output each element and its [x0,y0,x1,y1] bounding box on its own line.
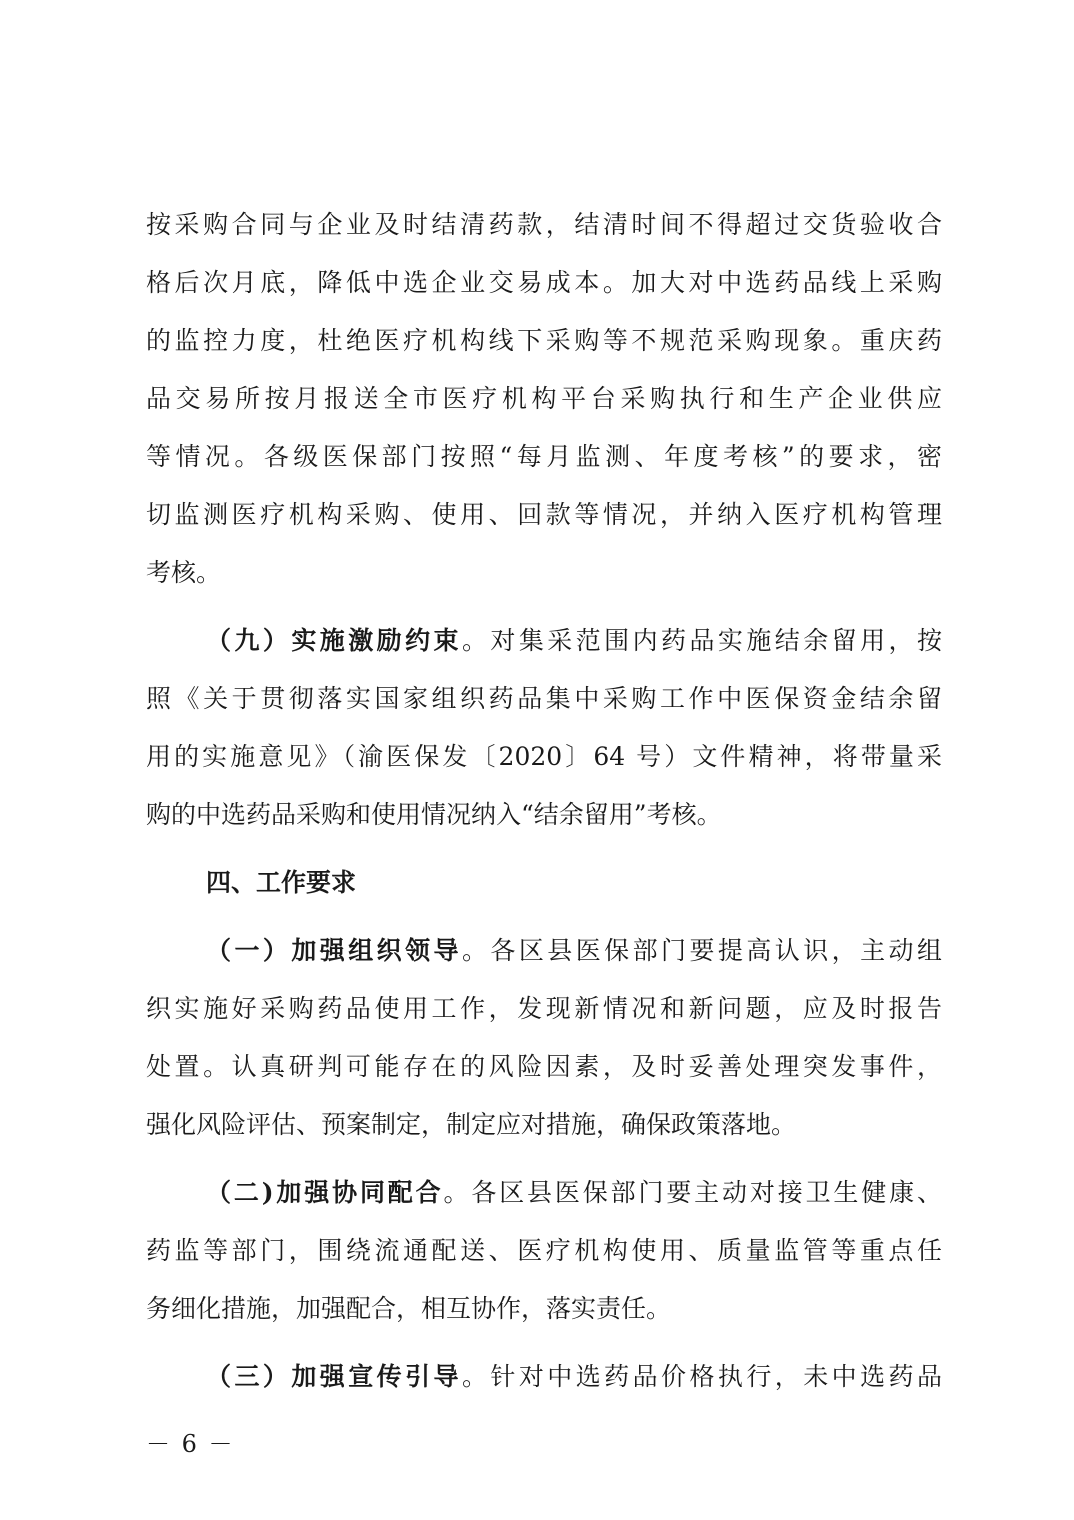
document-body [146,196,942,1406]
paragraph-lead-title: （二)加强协同配合 [206,1178,444,1207]
section-heading: 四、工作要求 [206,868,357,897]
paragraph-lead-text: 。各区县医保部门要提高认识，主动组 [461,936,942,965]
body-line: 按采购合同与企业及时结清药款，结清时间不得超过交货验收合 [146,210,942,239]
body-line: 的监控力度，杜绝医疗机构线下采购等不规范采购现象。重庆药 [146,326,942,355]
paragraph-lead-text: 。对集采范围内药品实施结余留用，按 [461,626,942,655]
body-line: 药监等部门，围绕流通配送、医疗机构使用、质量监管等重点任 [146,1236,942,1265]
body-line: 照《关于贯彻落实国家组织药品集中采购工作中医保资金结余留 [146,684,942,713]
paragraph-lead-line [146,1164,942,1222]
body-line: 切监测医疗机构采购、使用、回款等情况，并纳入医疗机构管理 [146,500,942,529]
paragraph-lead-text: 。各区县医保部门要主动对接卫生健康、 [443,1178,942,1207]
body-line: 考核。 [146,558,222,587]
body-line: 等情况。各级医保部门按照“每月监测、年度考核”的要求，密 [146,442,942,471]
body-line: 格后次月底，降低中选企业交易成本。加大对中选药品线上采购 [146,268,942,297]
body-line: 务细化措施，加强配合，相互协作，落实责任。 [146,1294,672,1323]
body-line: 用的实施意见》（渝医保发〔2020〕64 号）文件精神，将带量采 [146,742,942,771]
body-line: 品交易所按月报送全市医疗机构平台采购执行和生产企业供应 [146,384,942,413]
paragraph-lead-line [146,1348,942,1406]
paragraph-lead-text: 。针对中选药品价格执行，未中选药品 [461,1362,942,1391]
paragraph-lead-title: （一）加强组织领导 [206,936,462,965]
paragraph-lead-title: （三）加强宣传引导 [206,1362,462,1391]
paragraph-lead-title: （九）实施激励约束 [206,626,462,655]
page-number: － 6 － [146,1430,235,1458]
paragraph-lead-line [146,922,942,980]
body-line: 购的中选药品采购和使用情况纳入“结余留用”考核。 [146,800,722,829]
body-line: 强化风险评估、预案制定，制定应对措施，确保政策落地。 [146,1110,797,1139]
body-line: 处置。认真研判可能存在的风险因素，及时妥善处理突发事件， [146,1052,942,1081]
paragraph-lead-line [146,612,942,670]
body-line: 织实施好采购药品使用工作，发现新情况和新问题，应及时报告 [146,994,942,1023]
